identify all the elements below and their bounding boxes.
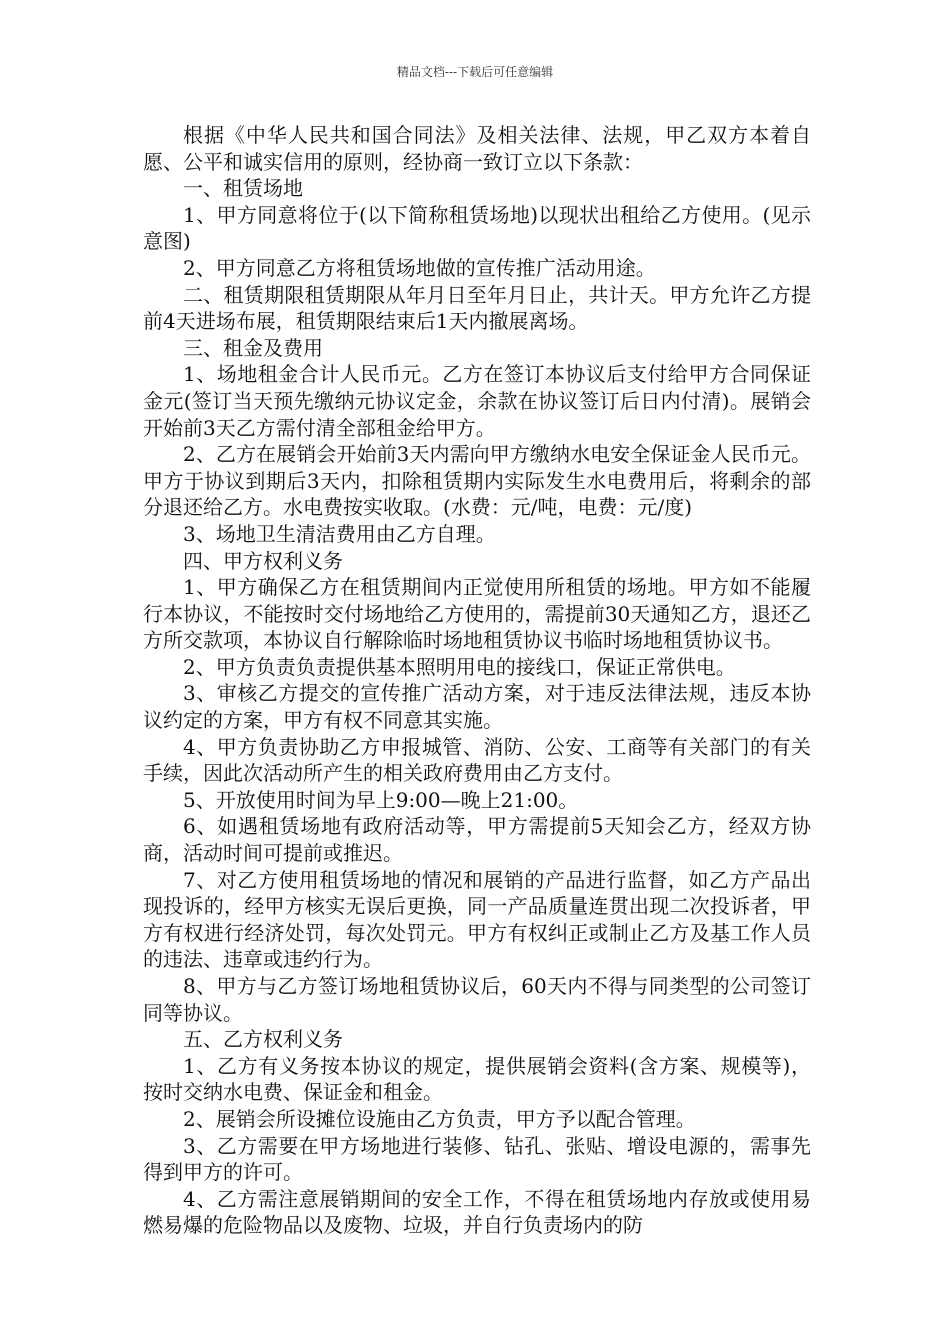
clause-4-6: 6、如遇租赁场地有政府活动等，甲方需提前5天知会乙方，经双方协商，活动时间可提前或推迟。 bbox=[143, 814, 811, 866]
section-heading-3: 三、租金及费用 bbox=[183, 335, 323, 360]
section-2-term: 二、租赁期限租赁期限从年月日至年月日止，共计天。甲方允许乙方提前4天进场布展，租赁期限结束后1天内撤展离场。 bbox=[143, 282, 811, 334]
clause-5-3: 3、乙方需要在甲方场地进行装修、钻孔、张贴、增设电源的，需事先得到甲方的许可。 bbox=[143, 1133, 811, 1185]
clause-4-8: 8、甲方与乙方签订场地租赁协议后，60天内不得与同类型的公司签订同等协议。 bbox=[143, 974, 811, 1025]
clause-3-3: 3、场地卫生清洁费用由乙方自理。 bbox=[183, 521, 496, 546]
document-body bbox=[143, 122, 811, 1239]
clause-4-1: 1、甲方确保乙方在租赁期间内正觉使用所租赁的场地。甲方如不能履行本协议，不能按时交付场地给乙方使用的，需提前30天通知乙方，退还乙方所交款项，本协议自行解除临时场地租赁协议书临时场地租赁协议书。 bbox=[143, 575, 811, 653]
clause-5-1: 1、乙方有义务按本协议的规定，提供展销会资料(含方案、规模等)，按时交纳水电费、保证金和租金。 bbox=[143, 1053, 811, 1105]
clause-4-5: 5、开放使用时间为早上9:00—晚上21:00。 bbox=[183, 787, 579, 812]
section-heading-1: 一、租赁场地 bbox=[183, 176, 303, 201]
clause-4-2: 2、甲方负责负责提供基本照明用电的接线口，保证正常供电。 bbox=[183, 654, 736, 679]
clause-1-1: 1、甲方同意将位于(以下简称租赁场地)以现状出租给乙方使用。(见示意图) bbox=[143, 202, 811, 254]
clause-3-2: 2、乙方在展销会开始前3天内需向甲方缴纳水电安全保证金人民币元。甲方于协议到期后3天内，扣除租赁期内实际发生水电费用后，将剩余的部分退还给乙方。水电费按实收取。(水费：元/吨，电费：元/度) bbox=[143, 442, 811, 520]
section-heading-4: 四、甲方权利义务 bbox=[183, 548, 343, 573]
clause-1-2: 2、甲方同意乙方将租赁场地做的宣传推广活动用途。 bbox=[183, 255, 656, 280]
clause-5-4: 4、乙方需注意展销期间的安全工作，不得在租赁场地内存放或使用易燃易爆的危险物品以及废物、垃圾，并自行负责场内的防 bbox=[143, 1186, 811, 1238]
clause-4-7: 7、对乙方使用租赁场地的情况和展销的产品进行监督，如乙方产品出现投诉的，经甲方核实无误后更换，同一产品质量连贯出现二次投诉者，甲方有权进行经济处罚，每次处罚元。甲方有权纠正或制止乙方及基工作人员的违法、违章或违约行为。 bbox=[143, 867, 811, 972]
clause-4-4: 4、甲方负责协助乙方申报城管、消防、公安、工商等有关部门的有关手续，因此次活动所产生的相关政府费用由乙方支付。 bbox=[143, 734, 811, 786]
clause-5-2: 2、展销会所设摊位设施由乙方负责，甲方予以配合管理。 bbox=[183, 1106, 696, 1131]
section-heading-5: 五、乙方权利义务 bbox=[183, 1027, 343, 1052]
clause-3-1: 1、场地租金合计人民币元。乙方在签订本协议后支付给甲方合同保证金元(签订当天预先缴纳元协议定金，余款在协议签订后日内付清)。展销会开始前3天乙方需付清全部租金给甲方。 bbox=[143, 362, 811, 440]
paragraph-intro: 根据《中华人民共和国合同法》及相关法律、法规，甲乙双方本着自愿、公平和诚实信用的原则，经协商一致订立以下条款： bbox=[143, 123, 811, 174]
clause-4-3: 3、审核乙方提交的宣传推广活动方案，对于违反法律法规，违反本协议约定的方案，甲方有权不同意其实施。 bbox=[143, 681, 811, 733]
page-header: 精品文档---下载后可任意编辑 bbox=[396, 65, 554, 79]
